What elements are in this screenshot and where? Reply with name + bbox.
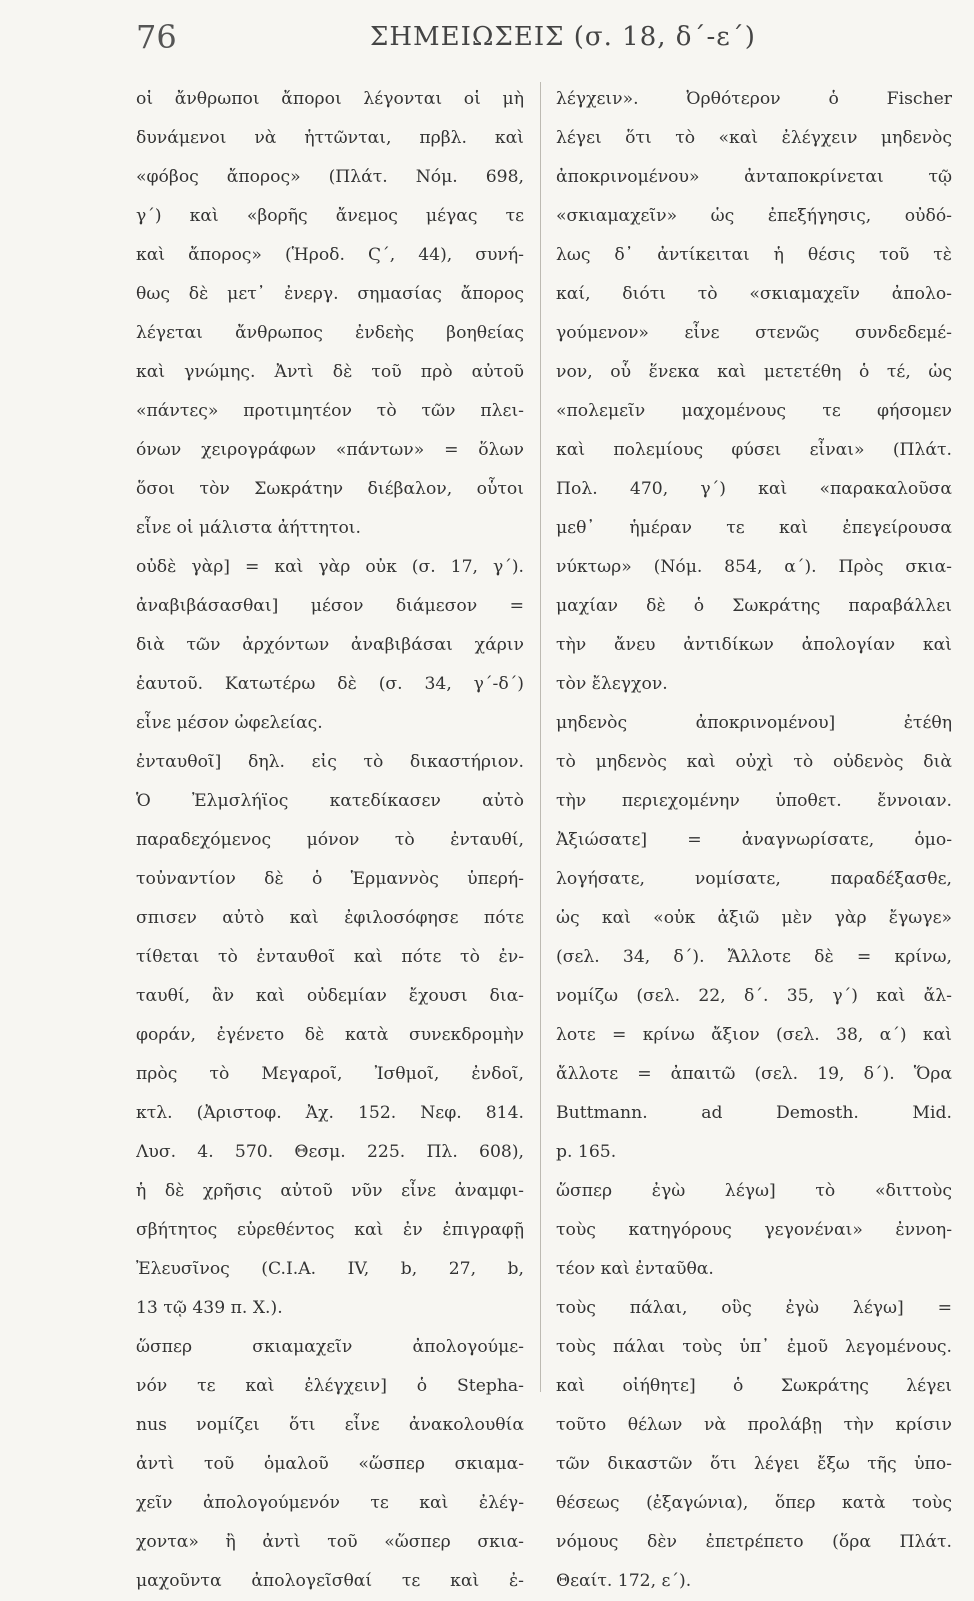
text-line: φοράν, ἐγένετο δὲ κατὰ συνεκδρομὴν xyxy=(136,1025,524,1045)
text-line: θέσεως (ἐξαγώνια), ὅπερ κατὰ τοὺς xyxy=(556,1493,952,1513)
text-line: λέγχειν». Ὀρθότερον ὁ Fischer xyxy=(556,89,952,109)
text-line: οἱ ἄνθρωποι ἄποροι λέγονται οἱ μὴ xyxy=(136,89,524,109)
text-line: ἑαυτοῦ. Κατωτέρω δὲ (σ. 34, γ΄-δ΄) xyxy=(136,674,524,694)
text-line: μηδενὸς ἀποκρινομένου] ἐτέθη xyxy=(556,713,952,733)
text-line: νόν τε καὶ ἐλέγχειν] ὁ Stepha- xyxy=(136,1376,524,1396)
text-line: Ἐλευσῖνος (C.I.A. IV, b, 27, b, xyxy=(136,1259,524,1279)
text-line: τὸ μηδενὸς καὶ οὐχὶ τὸ οὐδενὸς διὰ xyxy=(556,752,952,772)
text-line: τοῦτο θέλων νὰ προλάβῃ τὴν κρίσιν xyxy=(556,1415,952,1435)
text-line: τέον καὶ ἐνταῦθα. xyxy=(556,1259,714,1279)
text-line: Λυσ. 4. 570. Θεσμ. 225. Πλ. 608), xyxy=(136,1142,524,1162)
text-line: «φόβος ἄπορος» (Πλάτ. Νόμ. 698, xyxy=(136,167,524,187)
text-line: ταυθί, ἂν καὶ οὐδεμίαν ἔχουσι δια- xyxy=(136,986,524,1006)
left-column xyxy=(136,80,524,1601)
text-line: τὴν περιεχομένην ὑποθετ. ἔννοιαν. xyxy=(556,791,952,811)
column-divider xyxy=(540,82,541,1392)
text-line: ἀποκρινομένου» ἀνταποκρίνεται τῷ xyxy=(556,167,952,187)
text-line: λέγει ὅτι τὸ «καὶ ἐλέγχειν μηδενὸς xyxy=(556,128,952,148)
text-line: μαχοῦντα ἀπολογεῖσθαί τε καὶ ἐ- xyxy=(136,1571,524,1591)
text-line: γούμενον» εἶνε στενῶς συνδεδεμέ- xyxy=(556,323,952,343)
text-line: ὅσοι τὸν Σωκράτην διέβαλον, οὗτοι xyxy=(136,479,524,499)
text-line: τοὺς κατηγόρους γεγονέναι» ἐννοη- xyxy=(556,1220,952,1240)
text-line: καὶ γνώμης. Ἀντὶ δὲ τοῦ πρὸ αὐτοῦ xyxy=(136,362,524,382)
text-line: «σκιαμαχεῖν» ὡς ἐπεξήγησις, οὐδό- xyxy=(556,206,952,226)
text-line: καὶ οἰήθητε] ὁ Σωκράτης λέγει xyxy=(556,1376,952,1396)
text-line: σβήτητος εὑρεθέντος καὶ ἐν ἐπιγραφῇ xyxy=(136,1220,524,1240)
text-line: θως δὲ μετ᾽ ἐνεργ. σημασίας ἄπορος xyxy=(136,284,524,304)
text-line: νον, οὗ ἕνεκα καὶ μετετέθη ὁ τέ, ὡς xyxy=(556,362,952,382)
text-line: νομίζω (σελ. 22, δ΄. 35, γ΄) καὶ ἄλ- xyxy=(556,986,952,1006)
page-number: 76 xyxy=(136,18,177,56)
text-line: ὥσπερ σκιαμαχεῖν ἀπολογούμε- xyxy=(136,1337,524,1357)
text-line: οὐδὲ γὰρ] = καὶ γὰρ οὐκ (σ. 17, γ΄). xyxy=(136,557,524,577)
page-header xyxy=(136,18,776,62)
text-line: «πάντες» προτιμητέον τὸ τῶν πλει- xyxy=(136,401,524,421)
text-line: παραδεχόμενος μόνον τὸ ἐνταυθί, xyxy=(136,830,524,850)
text-line: ἐνταυθοῖ] δηλ. εἰς τὸ δικαστήριον. xyxy=(136,752,524,772)
text-line: καί, διότι τὸ «σκιαμαχεῖν ἀπολο- xyxy=(556,284,952,304)
text-line: διὰ τῶν ἀρχόντων ἀναβιβάσαι χάριν xyxy=(136,635,524,655)
text-line: κτλ. (Ἀριστοφ. Ἀχ. 152. Νεφ. 814. xyxy=(136,1103,524,1123)
text-line: τῶν δικαστῶν ὅτι λέγει ἔξω τῆς ὑπο- xyxy=(556,1454,952,1474)
text-line: ἀναβιβάσασθαι] μέσον διάμεσον = xyxy=(136,596,524,616)
text-line: «πολεμεῖν μαχομένους τε φήσομεν xyxy=(556,401,952,421)
text-line: ὡς καὶ «οὐκ ἀξιῶ μὲν γὰρ ἔγωγε» xyxy=(556,908,952,928)
text-line: μαχίαν δὲ ὁ Σωκράτης παραβάλλει xyxy=(556,596,952,616)
text-line: Πολ. 470, γ΄) καὶ «παρακαλοῦσα xyxy=(556,479,952,499)
text-line: δυνάμενοι νὰ ἡττῶνται, πρβλ. καὶ xyxy=(136,128,524,148)
text-line: καὶ ἄπορος» (Ἡροδ. Ϛ΄, 44), συνή- xyxy=(136,245,524,265)
text-line: νόμους δὲν ἐπετρέπετο (ὅρα Πλάτ. xyxy=(556,1532,952,1552)
text-line: λογήσατε, νομίσατε, παραδέξασθε, xyxy=(556,869,952,889)
text-line: ἡ δὲ χρῆσις αὐτοῦ νῦν εἶνε ἀναμφι- xyxy=(136,1181,524,1201)
text-line: εἶνε μέσον ὠφελείας. xyxy=(136,713,323,733)
text-line: σπισεν αὐτὸ καὶ ἐφιλοσόφησε πότε xyxy=(136,908,524,928)
text-line: τοὺς πάλαι τοὺς ὑπ᾽ ἐμοῦ λεγομένους. xyxy=(556,1337,952,1357)
text-line: ἄλλοτε = ἀπαιτῶ (σελ. 19, δ΄). Ὅρα xyxy=(556,1064,952,1084)
text-line: εἶνε οἱ μάλιστα ἀήττητοι. xyxy=(136,518,362,538)
text-line: (σελ. 34, δ΄). Ἄλλοτε δὲ = κρίνω, xyxy=(556,947,952,967)
text-line: λέγεται ἄνθρωπος ἐνδεὴς βοηθείας xyxy=(136,323,524,343)
text-line: καὶ πολεμίους φύσει εἶναι» (Πλάτ. xyxy=(556,440,952,460)
text-line: Ὁ Ἐλμσλήϊος κατεδίκασεν αὐτὸ xyxy=(136,791,524,811)
text-line: Buttmann. ad Demosth. Mid. xyxy=(556,1103,952,1123)
text-line: τὴν ἄνευ ἀντιδίκων ἀπολογίαν καὶ xyxy=(556,635,952,655)
text-line: ὥσπερ ἐγὼ λέγω] τὸ «διττοὺς xyxy=(556,1181,952,1201)
text-line: νύκτωρ» (Νόμ. 854, α΄). Πρὸς σκια- xyxy=(556,557,952,577)
text-line: λως δ᾽ ἀντίκειται ἡ θέσις τοῦ τὲ xyxy=(556,245,952,265)
text-line: χεῖν ἀπολογούμενόν τε καὶ ἐλέγ- xyxy=(136,1493,524,1513)
text-line: όνων χειρογράφων «πάντων» = ὅλων xyxy=(136,440,524,460)
text-line: τίθεται τὸ ἐνταυθοῖ καὶ πότε τὸ ἐν- xyxy=(136,947,524,967)
text-line: ἀντὶ τοῦ ὁμαλοῦ «ὥσπερ σκιαμα- xyxy=(136,1454,524,1474)
text-line: μεθ᾽ ἡμέραν τε καὶ ἐπεγείρουσα xyxy=(556,518,952,538)
text-line: p. 165. xyxy=(556,1142,617,1162)
text-line: Ἀξιώσατε] = ἀναγνωρίσατε, ὁμο- xyxy=(556,830,952,850)
text-line: τοὐναντίον δὲ ὁ Ἑρμαννὸς ὑπερή- xyxy=(136,869,524,889)
text-line: λοτε = κρίνω ἄξιον (σελ. 38, α΄) καὶ xyxy=(556,1025,952,1045)
text-line: τὸν ἔλεγχον. xyxy=(556,674,668,694)
text-line: χοντα» ἢ ἀντὶ τοῦ «ὥσπερ σκια- xyxy=(136,1532,524,1552)
text-line: τοὺς πάλαι, οὓς ἐγὼ λέγω] = xyxy=(556,1298,952,1318)
right-column xyxy=(556,80,952,1601)
text-line: Θεαίτ. 172, ε΄). xyxy=(556,1571,692,1591)
text-line: πρὸς τὸ Μεγαροῖ, Ἰσθμοῖ, ἐνδοῖ, xyxy=(136,1064,524,1084)
running-head: ΣΗΜΕΙΩΣΕΙΣ (σ. 18, δ΄-ε΄) xyxy=(370,22,756,52)
text-line: γ΄) καὶ «βορῆς ἄνεμος μέγας τε xyxy=(136,206,524,226)
text-line: nus νομίζει ὅτι εἶνε ἀνακολουθία xyxy=(136,1415,524,1435)
text-line: 13 τῷ 439 π. Χ.). xyxy=(136,1298,283,1318)
